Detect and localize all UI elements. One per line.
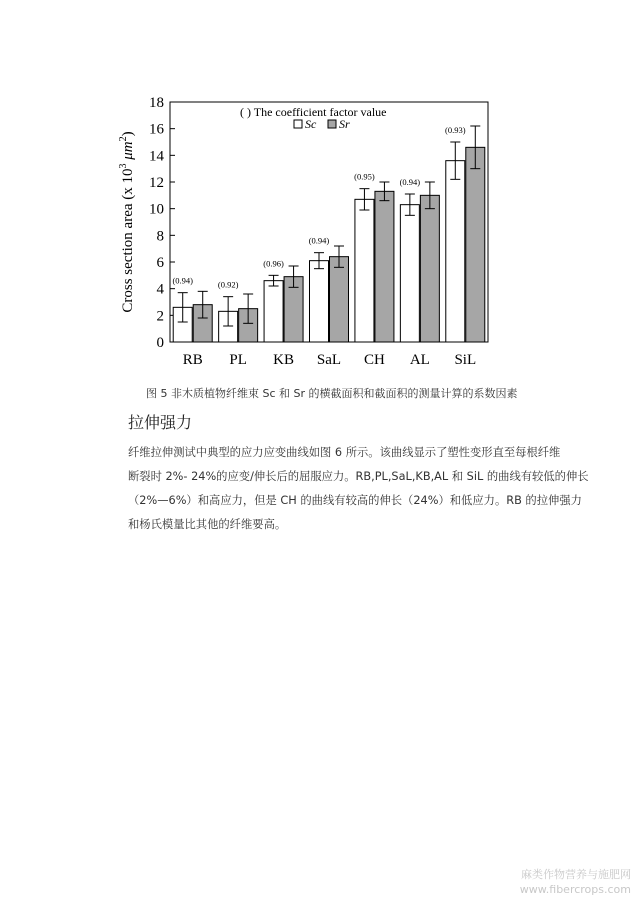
bar-sc: [264, 281, 283, 342]
coefficient-label: (0.96): [263, 258, 284, 269]
chart-svg: [118, 86, 506, 376]
y-tick-label: 10: [149, 201, 164, 218]
y-tick-label: 8: [156, 228, 164, 245]
section-heading: 拉伸强力: [128, 413, 193, 432]
bar-sc: [446, 161, 465, 342]
bar-sc: [355, 199, 374, 342]
paragraph-line: 和杨氏模量比其他的纤维要高。: [128, 518, 287, 531]
coefficient-label: (0.94): [399, 177, 421, 187]
bar-sr: [466, 147, 485, 342]
y-tick-label: 2: [156, 308, 164, 325]
y-label-exponent: 3: [118, 163, 129, 169]
legend-swatch-sr: [328, 120, 336, 128]
y-tick-label: 16: [149, 121, 164, 138]
watermark-name: 麻类作物营养与施肥网: [521, 868, 631, 881]
bar-sr: [375, 191, 394, 342]
paragraph-line: 纤维拉伸测试中典型的应力应变曲线如图 6 所示。该曲线显示了塑性变形直至每根纤维: [128, 446, 561, 459]
legend-swatch-sc: [294, 120, 302, 128]
x-tick-label: PL: [229, 352, 247, 368]
legend-label-sr: Sr: [339, 117, 350, 131]
bar-chart: [118, 86, 506, 376]
bar-sc: [310, 261, 329, 342]
y-label-unit-exponent: 2: [118, 136, 129, 142]
paragraph-line: （2%—6%）和高应力，但是 CH 的曲线有较高的伸长（24%）和低应力。RB 的拉伸强力: [128, 494, 582, 507]
x-tick-label: CH: [364, 352, 385, 368]
y-tick-label: 4: [156, 281, 164, 298]
y-tick-label: 6: [156, 255, 164, 271]
x-tick-label: SaL: [316, 352, 342, 368]
y-tick-label: 12: [149, 175, 164, 191]
bar-sr: [420, 195, 439, 342]
paragraph: [128, 441, 589, 537]
y-tick-label: 14: [149, 148, 164, 165]
coefficient-label: (0.92): [217, 279, 239, 290]
paragraph-line: 断裂时 2%- 24%的应变/伸长后的屈服应力。RB,PL,SaL,KB,AL 和 SiL 的曲线有较低的伸长: [128, 470, 589, 483]
y-label-unit: μm: [120, 141, 136, 164]
coefficient-label: (0.95): [354, 171, 375, 182]
legend-label-sc: Sc: [305, 117, 317, 131]
y-tick-label: 18: [149, 95, 164, 111]
watermark-url: www.fibercrops.com: [519, 883, 631, 896]
bar-sr: [330, 257, 349, 342]
watermark: [520, 867, 631, 897]
chart-title: ( ) The coefficient factor value: [240, 105, 387, 119]
x-tick-label: RB: [182, 352, 203, 368]
coefficient-label: (0.94): [308, 235, 330, 246]
figure-caption: 图 5 非木质植物纤维束 Sc 和 Sr 的横截面积和截面积的测量计算的系数因素: [146, 387, 518, 400]
bar-sc: [400, 205, 419, 342]
x-tick-label: AL: [409, 352, 430, 368]
y-axis-label: [118, 131, 136, 312]
x-tick-label: SiL: [454, 352, 477, 368]
coefficient-label: (0.93): [445, 125, 466, 135]
x-tick-label: KB: [273, 352, 294, 368]
y-label-close: ): [120, 131, 136, 137]
y-tick-label: 0: [156, 335, 164, 351]
y-label-text: Cross section area (x 10: [120, 168, 136, 313]
coefficient-label: (0.94): [172, 275, 193, 286]
